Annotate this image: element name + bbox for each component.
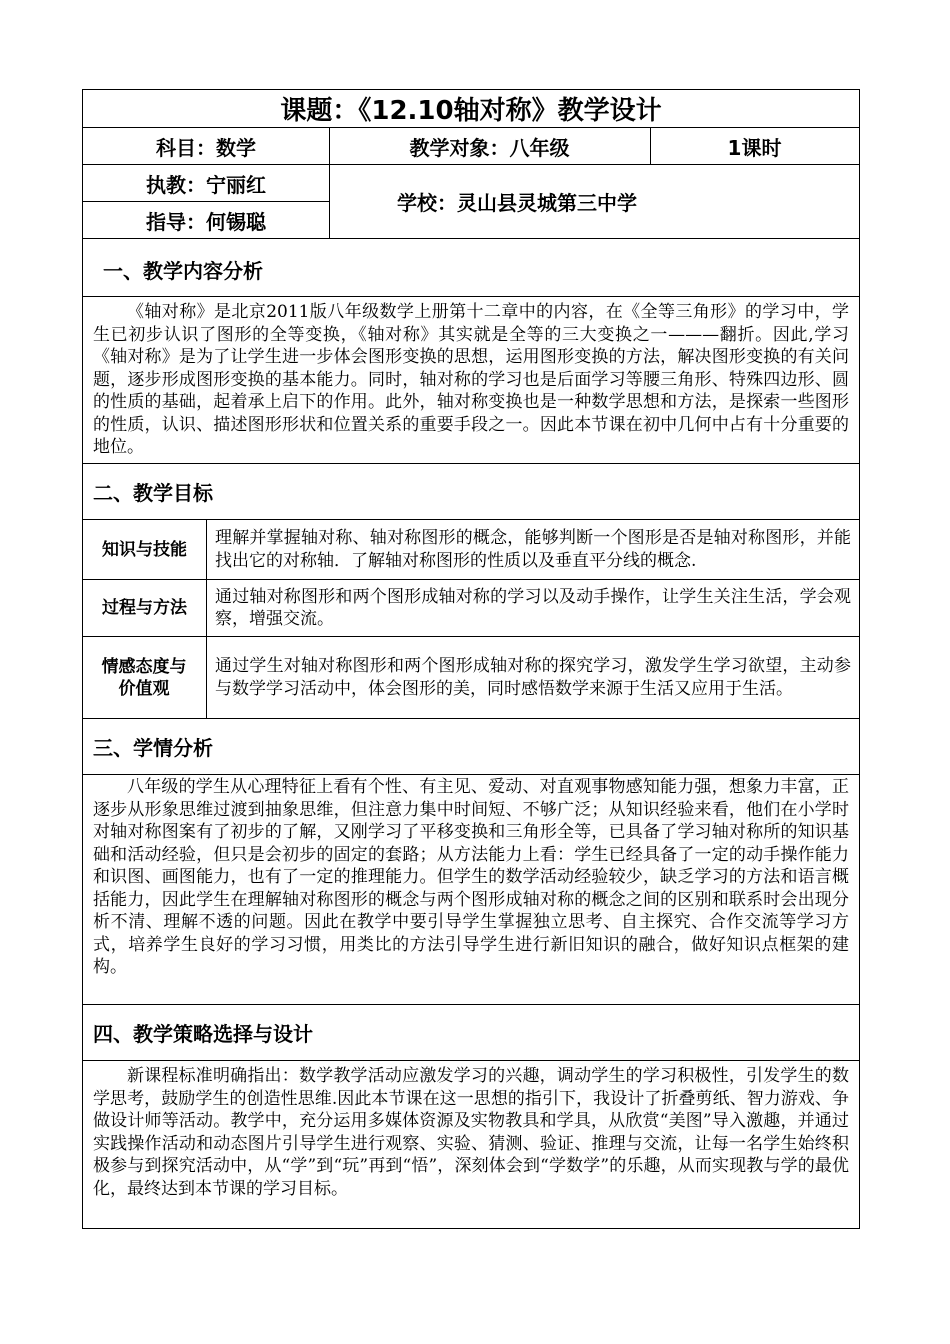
objective-label: 过程与方法 — [102, 598, 187, 618]
objective-row — [83, 637, 859, 719]
objective-text: 理解并掌握轴对称、轴对称图形的概念，能够判断一个图形是否是轴对称图形，并能找出它的对称轴．了解轴对称图形的性质以及垂直平分线的概念. — [215, 528, 851, 571]
info-row-1 — [83, 128, 859, 165]
objective-row — [83, 520, 859, 580]
learner-analysis-text: 八年级的学生从心理特征上看有个性、有主见、爱动、对直观事物感知能力强，想象力丰富，正逐步从形象思维过渡到抽象思维，但注意力集中时间短、不够广泛；从知识经验来看，他们在小学时对轴对称图案有了初步的了解，又刚学习了平移变换和三角形全等，已具备了学习轴对称所的知识基础和活动经验，但只是会初步的固定的套路；从方法能力上看：学生已经具备了一定的动手操作能力和识图、画图能力，也有了一定的推理能力。但学生的数学活动经验较少，缺乏学习的方法和语言概括能力，因此学生在理解轴对称图形的概念与两个图形成轴对称的概念之间的区别和联系时会出现分析不清、理解不透的问题。因此在教学中要引导学生掌握独立思考、自主探究、合作交流等学习方式，培养学生良好的学习习惯，用类比的方法引导学生进行新旧知识的融合，做好知识点框架的建构。 — [93, 777, 849, 977]
lesson-plan-table — [82, 89, 860, 1229]
section-strategy-body — [83, 1061, 859, 1230]
audience-cell: 教学对象：八年级 — [409, 135, 570, 160]
objective-label: 情感态度与价值观 — [101, 656, 187, 699]
section-learner-analysis-heading — [83, 719, 859, 775]
content-analysis-text: 《轴对称》是北京2011版八年级数学上册第十二章中的内容，在《全等三角形》的学习中，学生已初步认识了图形的全等变换，《轴对称》其实就是全等的三大变换之一———翻折。因此,学习《轴对称》是为了让学生进一步体会图形变换的思想，运用图形变换的方法，解决图形变换的有关问题，逐步形成图形变换的基本能力。同时，轴对称的学习也是后面学习等腰三角形、特殊四边形、圆的性质的基础，起着承上启下的作用。此外，轴对称变换也是一种数学思想和方法，是探索一些图形的性质，认识、描述图形形状和位置关系的重要手段之一。因此本节课在初中几何中占有十分重要的地位。 — [93, 302, 849, 457]
section-heading: 三、学情分析 — [93, 736, 213, 760]
info-row-2 — [83, 165, 859, 239]
section-learner-analysis-body — [83, 775, 859, 1005]
section-heading: 一、教学内容分析 — [103, 259, 263, 283]
title-row — [83, 90, 859, 128]
teacher-cell: 执教：宁丽红 — [146, 172, 266, 197]
objective-text: 通过学生对轴对称图形和两个图形成轴对称的探究学习，激发学生学习欲望，主动参与数学学习活动中，体会图形的美，同时感悟数学来源于生活又应用于生活。 — [215, 656, 851, 699]
strategy-text: 新课程标准明确指出：数学教学活动应激发学习的兴趣，调动学生的学习积极性，引发学生的数学思考，鼓励学生的创造性思维.因此本节课在这一思想的指引下，我设计了折叠剪纸、智力游戏、争做设计师等活动。教学中，充分运用多媒体资源及实物教具和学具，从欣赏“美图”导入激趣，并通过实践操作活动和动态图片引导学生进行观察、实验、猜测、验证、推理与交流，让每一名学生始终积极参与到探究活动中，从“学”到“玩”再到“悟”，深刻体会到“学数学”的乐趣，从而实现教与学的最优化，最终达到本节课的学习目标。 — [93, 1066, 849, 1199]
section-content-analysis-heading — [83, 239, 859, 297]
advisor-cell: 指导：何锡聪 — [146, 209, 266, 234]
page-title: 课题：《12.10轴对称》教学设计 — [280, 96, 662, 126]
section-objectives-heading — [83, 464, 859, 520]
school-cell: 学校：灵山县灵城第三中学 — [397, 191, 637, 215]
objective-text: 通过轴对称图形和两个图形成轴对称的学习以及动手操作，让学生关注生活，学会观察，增强交流。 — [215, 586, 851, 629]
objective-row — [83, 580, 859, 637]
section-heading: 二、教学目标 — [93, 481, 213, 505]
hours-cell: 1课时 — [727, 135, 782, 160]
section-strategy-heading — [83, 1005, 859, 1061]
section-heading: 四、教学策略选择与设计 — [93, 1022, 313, 1046]
section-content-analysis-body — [83, 297, 859, 464]
objective-label: 知识与技能 — [102, 539, 187, 560]
subject-cell: 科目：数学 — [156, 135, 256, 160]
